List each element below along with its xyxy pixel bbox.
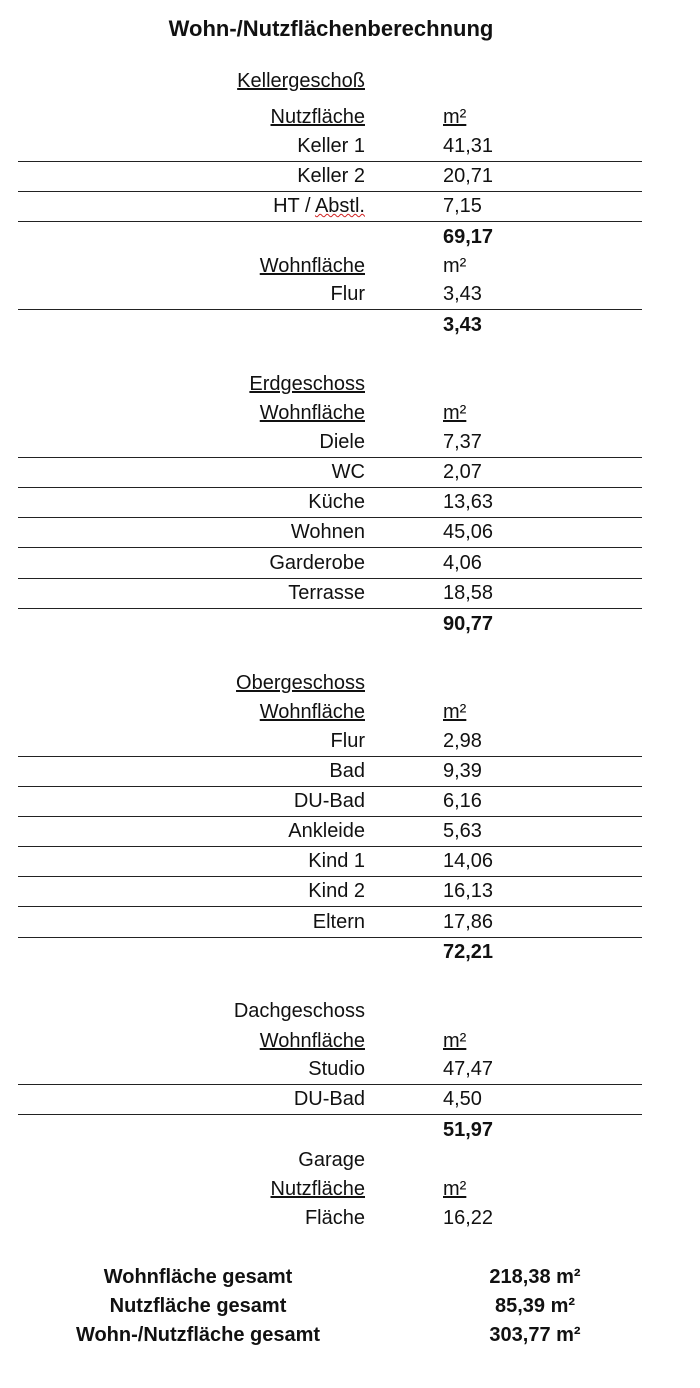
column-header-row [18,1026,642,1056]
wohnflaeche-header: Wohnfläche [259,1030,365,1052]
section-heading-row [18,369,642,399]
table-row [18,726,642,757]
room-label: Wohnen [290,521,365,543]
room-area: 41,31 [443,135,494,157]
subtotal-row [18,609,642,639]
room-label: Keller 1 [297,135,365,157]
unit-header: m² [443,1030,467,1052]
room-area: 9,39 [443,760,482,782]
room-area: 14,06 [443,850,494,872]
column-header-row [18,102,642,132]
room-label: WC [331,461,365,483]
table-row [18,846,642,877]
subtotal-value: 90,77 [443,613,494,635]
room-area: 17,86 [443,911,494,933]
column-header-row [18,697,642,727]
section-heading-row [18,668,642,698]
kellergeschoss-heading: Kellergeschoß [237,70,365,92]
room-label: Studio [308,1058,365,1080]
room-label: Ankleide [288,820,365,842]
room-area: 20,71 [443,165,494,187]
section-heading-row [18,996,642,1026]
column-header-row [18,1174,642,1204]
room-label-part: HT / [273,195,315,217]
total-value: 218,38 m² [489,1266,581,1288]
unit-header: m² [443,255,467,277]
room-label: Eltern [312,911,365,933]
room-label: Flur [330,730,365,752]
subtotal-value: 3,43 [443,314,482,336]
obergeschoss-heading: Obergeschoss [236,672,365,694]
room-area: 4,06 [443,552,482,574]
unit-header: m² [443,106,467,128]
room-area: 13,63 [443,491,494,513]
subtotal-value: 72,21 [443,941,494,963]
subtotal-row [18,310,642,340]
room-label: DU-Bad [293,790,365,812]
room-label: Garderobe [269,552,365,574]
room-label: DU-Bad [293,1088,365,1110]
table-row [18,1054,642,1085]
subtotal-value: 69,17 [443,226,494,248]
table-row [18,191,642,222]
unit-header: m² [443,701,467,723]
table-row [18,161,642,192]
room-area: 5,63 [443,820,482,842]
room-area: 16,22 [443,1207,494,1229]
wohnflaeche-header: Wohnfläche [259,701,365,723]
garage-heading: Garage [298,1149,365,1171]
room-label: Fläche [304,1207,365,1229]
erdgeschoss-heading: Erdgeschoss [249,373,365,395]
room-area: 2,07 [443,461,482,483]
table-row [18,457,642,488]
nutzflaeche-header: Nutzfläche [270,1178,365,1200]
room-area: 2,98 [443,730,482,752]
room-label [273,191,365,221]
room-area: 16,13 [443,880,494,902]
dachgeschoss-heading: Dachgeschoss [233,1000,365,1022]
section-heading-row [18,66,642,96]
room-area: 6,16 [443,790,482,812]
table-row [18,131,642,162]
room-label: Kind 2 [308,880,365,902]
table-row [18,1203,642,1233]
table-row [18,1084,642,1115]
table-row [18,548,642,579]
table-row [18,427,642,458]
room-label: Bad [329,760,365,782]
room-label: Küche [308,491,365,513]
nutzflaeche-header: Nutzfläche [270,106,365,128]
table-row [18,876,642,907]
wohnflaeche-header: Wohnfläche [259,402,365,424]
table-row [18,487,642,518]
room-area: 18,58 [443,582,494,604]
column-header-row [18,251,642,281]
room-area: 3,43 [443,283,482,305]
table-row [18,578,642,609]
room-area: 4,50 [443,1088,482,1110]
table-row [18,786,642,817]
room-area: 7,15 [443,195,482,217]
spellcheck-marked-word: Abstl. [314,195,365,217]
total-label: Nutzfläche gesamt [109,1295,287,1317]
room-area: 45,06 [443,521,494,543]
subtotal-row [18,937,642,967]
table-row [18,816,642,847]
room-area: 7,37 [443,431,482,453]
column-header-row [18,398,642,428]
document-title: Wohn-/Nutzflächenberechnung [168,16,494,41]
room-label: Flur [330,283,365,305]
table-row [18,517,642,548]
room-label: Keller 2 [297,165,365,187]
total-value: 303,77 m² [489,1324,581,1346]
unit-header: m² [443,1178,467,1200]
room-label: Kind 1 [308,850,365,872]
wohnflaeche-header: Wohnfläche [259,255,365,277]
subtotal-row [18,222,642,252]
total-label: Wohnfläche gesamt [103,1266,293,1288]
room-label: Diele [319,431,365,453]
table-row [18,907,642,938]
subtotal-row [18,1115,642,1145]
table-row [18,756,642,787]
section-heading-row [18,1145,642,1175]
total-label: Wohn-/Nutzfläche gesamt [75,1324,321,1346]
total-value: 85,39 m² [494,1295,576,1317]
table-row [18,279,642,310]
subtotal-value: 51,97 [443,1119,494,1141]
unit-header: m² [443,402,467,424]
room-label: Terrasse [288,582,365,604]
room-area: 47,47 [443,1058,494,1080]
